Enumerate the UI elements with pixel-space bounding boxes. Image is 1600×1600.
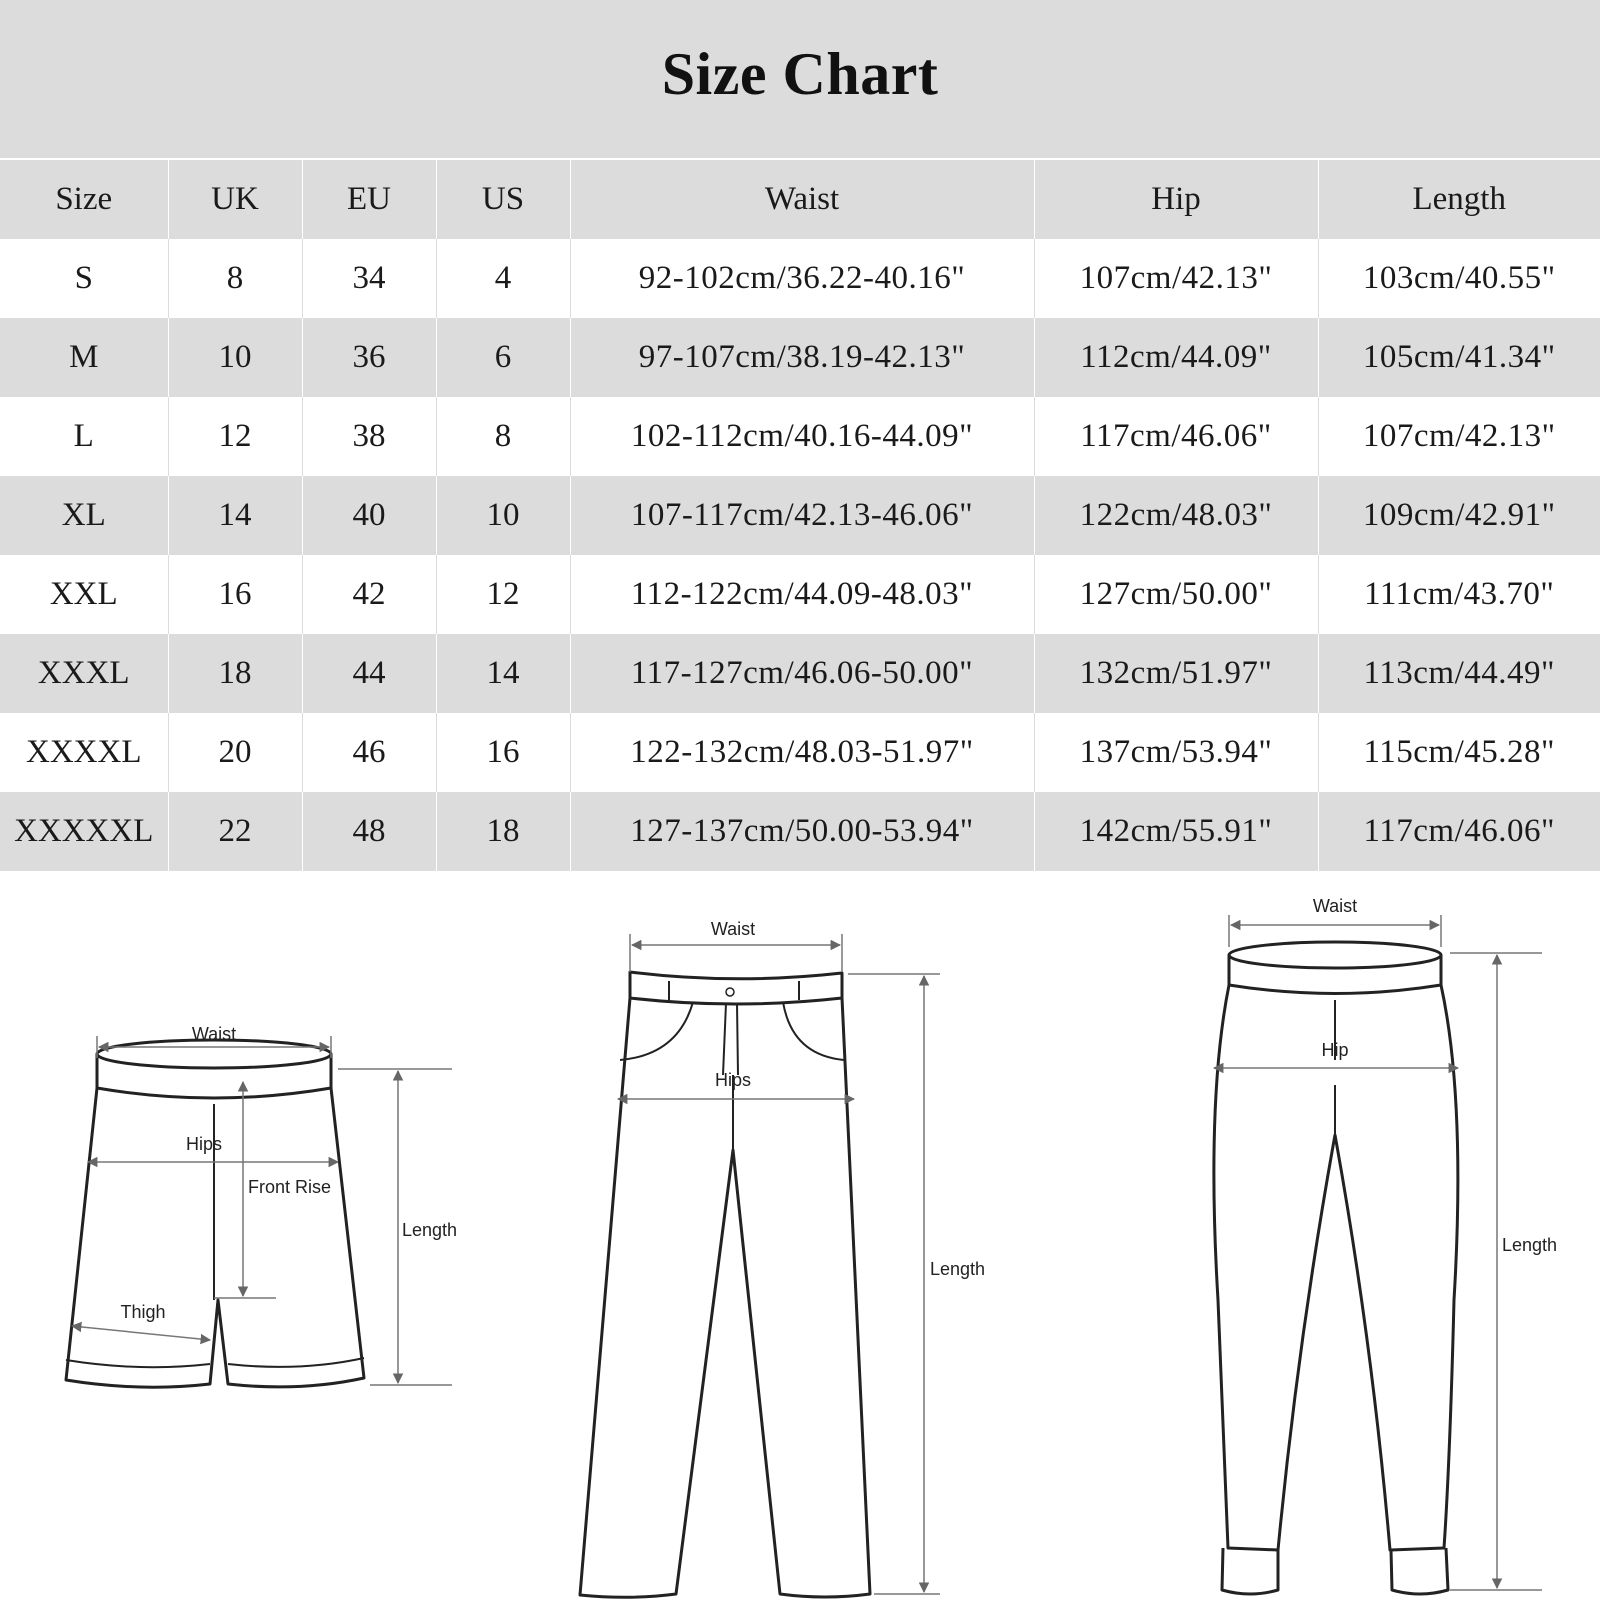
table-row — [0, 318, 1600, 397]
cell-us: 16 — [436, 713, 570, 792]
cell-hip: 107cm/42.13" — [1034, 239, 1318, 318]
shorts-hips-label: Hips — [185, 1134, 223, 1154]
joggers-hip-label: Hip — [1321, 1040, 1349, 1060]
cell-waist: 102-112cm/40.16-44.09" — [570, 397, 1034, 476]
shorts-waistband — [97, 1054, 331, 1098]
shorts-hem-right — [228, 1358, 364, 1367]
cell-hip: 127cm/50.00" — [1034, 555, 1318, 634]
cell-waist: 117-127cm/46.06-50.00" — [570, 634, 1034, 713]
cell-uk: 14 — [168, 476, 302, 555]
trousers-diagram — [580, 972, 870, 1597]
cell-eu: 42 — [302, 555, 436, 634]
cell-eu: 40 — [302, 476, 436, 555]
size-table — [0, 160, 1600, 871]
cell-uk: 22 — [168, 792, 302, 871]
cell-us: 4 — [436, 239, 570, 318]
cell-size: XXL — [0, 555, 168, 634]
cell-uk: 12 — [168, 397, 302, 476]
shorts-measures — [72, 1036, 452, 1385]
cell-us: 12 — [436, 555, 570, 634]
shorts-hem-left — [66, 1360, 210, 1367]
cell-size: XXXXL — [0, 713, 168, 792]
cell-length: 117cm/46.06" — [1318, 792, 1600, 871]
cell-hip: 142cm/55.91" — [1034, 792, 1318, 871]
cell-us: 6 — [436, 318, 570, 397]
cell-waist: 97-107cm/38.19-42.13" — [570, 318, 1034, 397]
trousers-waist-label: Waist — [710, 919, 756, 939]
cell-eu: 44 — [302, 634, 436, 713]
measurement-diagrams — [0, 885, 1600, 1600]
header-cell: Hip — [1034, 160, 1318, 239]
table-row — [0, 634, 1600, 713]
cell-length: 103cm/40.55" — [1318, 239, 1600, 318]
table-row — [0, 397, 1600, 476]
cell-length: 115cm/45.28" — [1318, 713, 1600, 792]
cell-length: 107cm/42.13" — [1318, 397, 1600, 476]
trousers-fly — [723, 1003, 738, 1075]
cell-size: S — [0, 239, 168, 318]
cell-hip: 132cm/51.97" — [1034, 634, 1318, 713]
trousers-hips-label: Hips — [714, 1070, 752, 1090]
trousers-measures — [618, 934, 940, 1594]
cell-hip: 117cm/46.06" — [1034, 397, 1318, 476]
cell-length: 105cm/41.34" — [1318, 318, 1600, 397]
shorts-length-label: Length — [402, 1220, 458, 1240]
header-cell: US — [436, 160, 570, 239]
page-title: Size Chart — [661, 41, 939, 107]
joggers-waistband — [1229, 955, 1441, 994]
table-row — [0, 239, 1600, 318]
joggers-cuff-right — [1391, 1548, 1448, 1594]
cell-eu: 36 — [302, 318, 436, 397]
header-cell: UK — [168, 160, 302, 239]
cell-waist: 122-132cm/48.03-51.97" — [570, 713, 1034, 792]
cell-uk: 10 — [168, 318, 302, 397]
shorts-waist-label: Waist — [191, 1024, 237, 1044]
cell-length: 109cm/42.91" — [1318, 476, 1600, 555]
cell-size: L — [0, 397, 168, 476]
header-cell: Size — [0, 160, 168, 239]
joggers-length-label: Length — [1502, 1235, 1558, 1255]
trousers-pocket-right — [783, 1002, 844, 1060]
cell-eu: 38 — [302, 397, 436, 476]
trousers-pocket-left — [620, 1002, 693, 1060]
table-row — [0, 713, 1600, 792]
shorts-diagram — [66, 1040, 364, 1387]
cell-length: 113cm/44.49" — [1318, 634, 1600, 713]
trousers-length-label: Length — [930, 1259, 986, 1279]
cell-size: M — [0, 318, 168, 397]
cell-waist: 92-102cm/36.22-40.16" — [570, 239, 1034, 318]
table-header-row — [0, 160, 1600, 239]
cell-waist: 112-122cm/44.09-48.03" — [570, 555, 1034, 634]
cell-size: XL — [0, 476, 168, 555]
cell-size: XXXXXL — [0, 792, 168, 871]
joggers-waist-label: Waist — [1312, 896, 1358, 916]
cell-us: 8 — [436, 397, 570, 476]
cell-us: 18 — [436, 792, 570, 871]
title-band — [0, 0, 1600, 158]
joggers-measures — [1214, 915, 1542, 1590]
diagram-svg — [0, 885, 1600, 1600]
cell-waist: 127-137cm/50.00-53.94" — [570, 792, 1034, 871]
header-cell: EU — [302, 160, 436, 239]
cell-us: 10 — [436, 476, 570, 555]
cell-length: 111cm/43.70" — [1318, 555, 1600, 634]
header-cell: Waist — [570, 160, 1034, 239]
cell-uk: 20 — [168, 713, 302, 792]
cell-us: 14 — [436, 634, 570, 713]
cell-eu: 46 — [302, 713, 436, 792]
trousers-waistband — [630, 972, 842, 1004]
cell-hip: 112cm/44.09" — [1034, 318, 1318, 397]
shorts-waistband-top — [97, 1040, 331, 1068]
table-row — [0, 555, 1600, 634]
trousers-button — [726, 988, 734, 996]
joggers-cuff-left — [1222, 1548, 1278, 1594]
cell-uk: 8 — [168, 239, 302, 318]
shorts-front-rise-label: Front Rise — [248, 1177, 332, 1197]
joggers-body — [1214, 985, 1458, 1550]
cell-hip: 122cm/48.03" — [1034, 476, 1318, 555]
cell-waist: 107-117cm/42.13-46.06" — [570, 476, 1034, 555]
cell-eu: 48 — [302, 792, 436, 871]
table-row — [0, 792, 1600, 871]
cell-uk: 16 — [168, 555, 302, 634]
header-cell: Length — [1318, 160, 1600, 239]
cell-uk: 18 — [168, 634, 302, 713]
cell-hip: 137cm/53.94" — [1034, 713, 1318, 792]
joggers-waistband-top — [1229, 942, 1441, 968]
shorts-thigh-arrow — [72, 1326, 210, 1340]
table-row — [0, 476, 1600, 555]
cell-size: XXXL — [0, 634, 168, 713]
cell-eu: 34 — [302, 239, 436, 318]
shorts-thigh-label: Thigh — [120, 1302, 166, 1322]
